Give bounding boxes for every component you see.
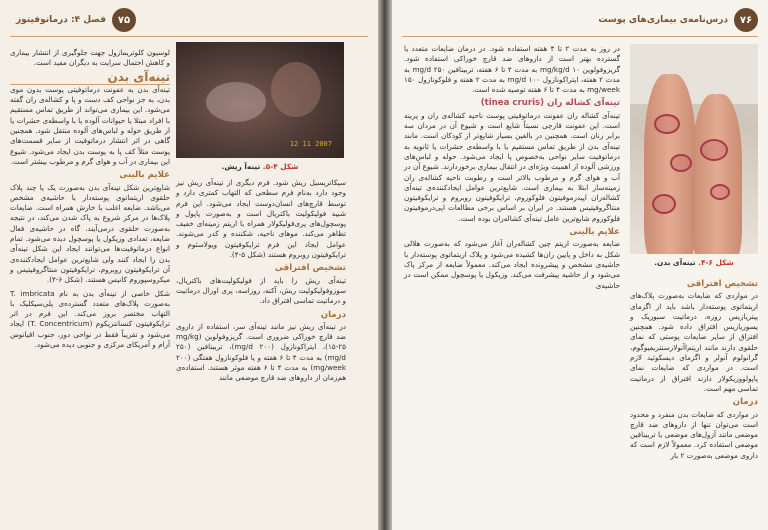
- paragraph: سیکاتریسیل ریش شود. فرم دیگری از تینه‌آی ریش نیز وجود دارد به‌نام فرم سطحی که التهاب کمتری دارد و توسط قارچ‌های انسان‌دوست ایجاد می‌شود. این فرم شبیه فولیکولیت باکتریال است و به‌صورت پاپول و پوسچول‌های پری‌فولیکولار همراه با اریتم زمینه‌ای خفیف تظاهر می‌کند. موهای ناحیه، شکننده و کدر می‌شوند. عوامل ایجاد این فرم ترایکوفیتون ویولاسئوم و ترایکوفیتون روبروم هستند (شکل ۵-۴).: [176, 178, 346, 260]
- chapter-title: فصل ۴: درماتوفیتوز: [16, 15, 107, 25]
- photo-date-stamp: 12 11 2007: [289, 140, 332, 148]
- right-page-header: [592, 6, 758, 34]
- section-heading: تشخیص افتراقی: [686, 279, 758, 289]
- left-page-left-column: [176, 178, 346, 387]
- paragraph: در تینه‌آی ریش نیز مانند تینه‌آی سر، استفاده از داروی ضد قارچ خوراکی ضروری است. گریزوفولوین (mg/kg ۱۵-۲۵)، ایتراکونازول (۲۰۰ mg/d)، تربینافین (۲۵۰ mg/d) به مدت ۴ تا ۶ هفته و یا فلوکونازول هفتگی (۲۰۰ mg/week) به مدت ۴ تا ۶ هفته موثر هستند. استفاده‌ی هم‌زمان از داروهای ضد قارچ موضعی مانند: [176, 321, 347, 383]
- left-page: [0, 0, 378, 530]
- paragraph: در مواردی که ضایعات به‌صورت پلاک‌های اریتماتوی پوسته‌دار باشد باید از اگزمای پیتریازیس روزه، درماتیت سبوریک و پسوریازیس افتراق داده شود. همچنین افتراق از سایر ضایعات پوستی که نمای حلقوی دارند مانند اریتم‌اآنولارسنتریفیوگوم، گرانولوم آنولر و اگزمای دیسکوئید لازم است. در مواردی که ضایعات نمای پاپولووزیکولار دارند افتراق از درماتیت تماسی مهم است.: [630, 291, 758, 393]
- section-heading: علایم بالینی: [569, 227, 620, 238]
- lesion-ring: [654, 114, 680, 134]
- lesion-ring: [670, 154, 692, 172]
- page-number: ۷۵: [112, 8, 136, 32]
- paragraph: در روز به مدت ۲ تا ۴ هفته استفاده شود. در درمان ضایعات متعدد یا گسترده بهتر است از داروهای ضد قارچ خوراکی استفاده شود. گریزوفولوین mg/kg/d ۱۰ به مدت ۴ تا ۶ هفته، تربینافین ۲۵۰ mg/d به مدت ۲ هفته، ایتراکونازول ۱۰۰ mg/d به مدت ۲ هفته و فلوکونازول ۱۵۰ mg/week به مدت ۴ تا ۶ هفته توصیه شده است.: [404, 44, 620, 95]
- paragraph: ضایعه به‌صورت اریتم چین کشاله‌ران آغاز می‌شود که به‌صورت هلالی شکل به داخل و پایین ران‌ها کشیده می‌شود و پلاک اریتماتوی پوسته‌دار با حاشیه‌ی مشخص و پیشرونده ایجاد می‌کند. معمولاً ضایعه از مرکز پاک می‌شود و از حاشیه پیشرفت می‌کند. وزیکول یا پوسچول ممکن است در حاشیه‌ی: [404, 239, 620, 290]
- left-page-right-column: [10, 48, 170, 353]
- paragraph: تینه‌آی بدن به عفونت درماتوفیتی پوست بدون موی بدن، به جز نواحی کف دست و پا و کشاله‌ی ران گفته می‌شود. این بیماری می‌تواند از طریق تماس مستقیم با افراد مبتلا یا حیوانات آلوده یا با واسطه‌ی حشرات یا از طریق حوله و لباس‌های آلوده منتقل شود. همچنین گاهی در اثر انتشار درماتوفیت از سایر قسمت‌های پوست مثلاً کف پا به پوست بدن ایجاد می‌شود. شیوع این بیماری در آب و هوای گرم و مرطوب بیشتر است.: [10, 84, 170, 166]
- paragraph: تینه‌آی کشاله ران عفونت درماتوفیتی پوست ناحیه کشاله‌ی ران و پرینه است. این عفونت قارچی نسبتاً شایع است و شیوع آن در مردان سه برابر زنان است. همچنین در بالغین بسیار شایع‌تر از کودکان است. مانند تینه‌آی بدن از طریق تماس مستقیم یا با واسطه‌ی حشرات یا ثانویه به درماتوفیت سایر نواحی به‌خصوص پا ایجاد می‌شود. حوله و لباس‌های ورزشی آلوده از اهمیت ویژه‌ای در انتقال بیماری برخوردارند. شیوع آن در آب و هوای گرم و مرطوب بالاتر است و رطوبت ناحیه کشاله‌ی ران زمینه‌ساز ابتلا به بیماری است. شایع‌ترین عوامل ایجادکننده‌ی تینه‌آی کشاله‌ران اپیدرموفیتون فلوکوزوم، ترایکوفیتون روبروم و ترایکوفیتون منتاگروفیتیس هستند. در ایران بر اساس برخی مطالعات اپی‌درموفیتون فلوکوزوم شایع‌ترین عامل تینه‌آی کشاله‌ران بوده است.: [404, 110, 620, 223]
- paragraph: در مواردی که ضایعات بدن منفرد و محدود است می‌توان تنها از داروهای ضد قارچ موضعی مانند آزول‌های موضعی یا تربینافین موضعی استفاده کرد. معمولاً لازم است که داروی موضعی به‌صورت ۲ بار: [630, 409, 758, 460]
- book-gutter: [378, 0, 392, 530]
- tinea-corporis-photo: [630, 44, 758, 254]
- paragraph: شکل خاصی از تینه‌آی بدن به نام T. imbricata به‌صورت پلاک‌های متعدد گسترده‌ی پلی‌سیکلیک با التهاب مختصر بروز می‌کند. این فرم در اثر ترایکوفیتون کنسانتریکوم (T. Concentricum) ایجاد می‌شود و تقریباً فقط در نواحی دور، جنوب اقیانوس آرام و آمریکای مرکزی و جنوبی دیده می‌شود.: [10, 288, 171, 350]
- section-heading: درمان: [732, 397, 758, 408]
- left-page-header: [10, 6, 136, 34]
- right-page-left-column: [404, 44, 620, 294]
- figure-caption-text: تینه‌آ ریش.: [221, 162, 261, 171]
- figure-label: شکل ۶-۴.: [698, 258, 734, 267]
- header-rule: [402, 36, 758, 37]
- book-title: درس‌نامه‌ی بیماری‌های پوست: [598, 15, 728, 25]
- right-page: [392, 0, 768, 530]
- figure-label: شکل ۴-۵.: [262, 162, 299, 171]
- paragraph: شایع‌ترین شکل تینه‌آی بدن به‌صورت یک یا چند پلاک حلقوی اریتماتوی پوسته‌دار با حاشیه‌ی مشخص می‌باشد. ضایعه اغلب با خارش همراه است. ضایعات پلاک‌ها در مرکز شروع به پاک شدن می‌کند، در نتیجه به‌صورت حلقوی درمی‌آیند. گاه در حاشیه‌ی فعال ضایعه، تعدادی وزیکول یا پوسچول دیده می‌شود. تمام انواع درماتوفیت‌ها می‌توانند ایجاد این شکل تینه‌آی بدن را ایجاد کنند ولی شایع‌ترین عوامل ایجادکننده‌ی آن ترایکوفیتون روبروم، ترایکوفیتون منتاگروفیتیس و میکروسپوروم کانیس هستند. (شکل ۶-۴).: [10, 182, 170, 285]
- paragraph: لوسیون کلوتریمازول جهت جلوگیری از انتشار بیماری و کاهش احتمال سرایت به دیگران مفید است.: [10, 48, 170, 68]
- page-number: ۷۶: [734, 8, 758, 32]
- paragraph: تینه‌آی ریش را باید از فولیکولیت‌های باکتریال، سوزوفولیکولیت ریش، آکنه، روزاسه، پری اورال درماتیت و درماتیت تماسی افتراق داد.: [176, 275, 346, 306]
- figure-caption: [630, 258, 758, 267]
- lesion-patch: [206, 82, 266, 122]
- lesion-ring: [652, 194, 676, 214]
- section-heading: تینه‌آی کشاله ران (tinea cruris): [480, 98, 620, 109]
- section-heading: تشخیص افتراقی: [274, 263, 346, 274]
- tinea-barbae-photo: [176, 42, 344, 158]
- figure-caption: [176, 162, 344, 171]
- lesion-ring: [700, 139, 728, 161]
- header-rule: [10, 36, 368, 37]
- leg: [692, 94, 742, 254]
- section-heading: درمان: [320, 309, 346, 320]
- lesion-ring: [710, 184, 730, 200]
- section-title: تینه‌آی بدن: [10, 72, 170, 85]
- right-page-right-column: [630, 276, 758, 464]
- section-heading: علایم بالینی: [119, 170, 170, 181]
- lesion-patch: [271, 62, 321, 117]
- figure-caption-text: تینه‌آی بدن.: [654, 258, 696, 267]
